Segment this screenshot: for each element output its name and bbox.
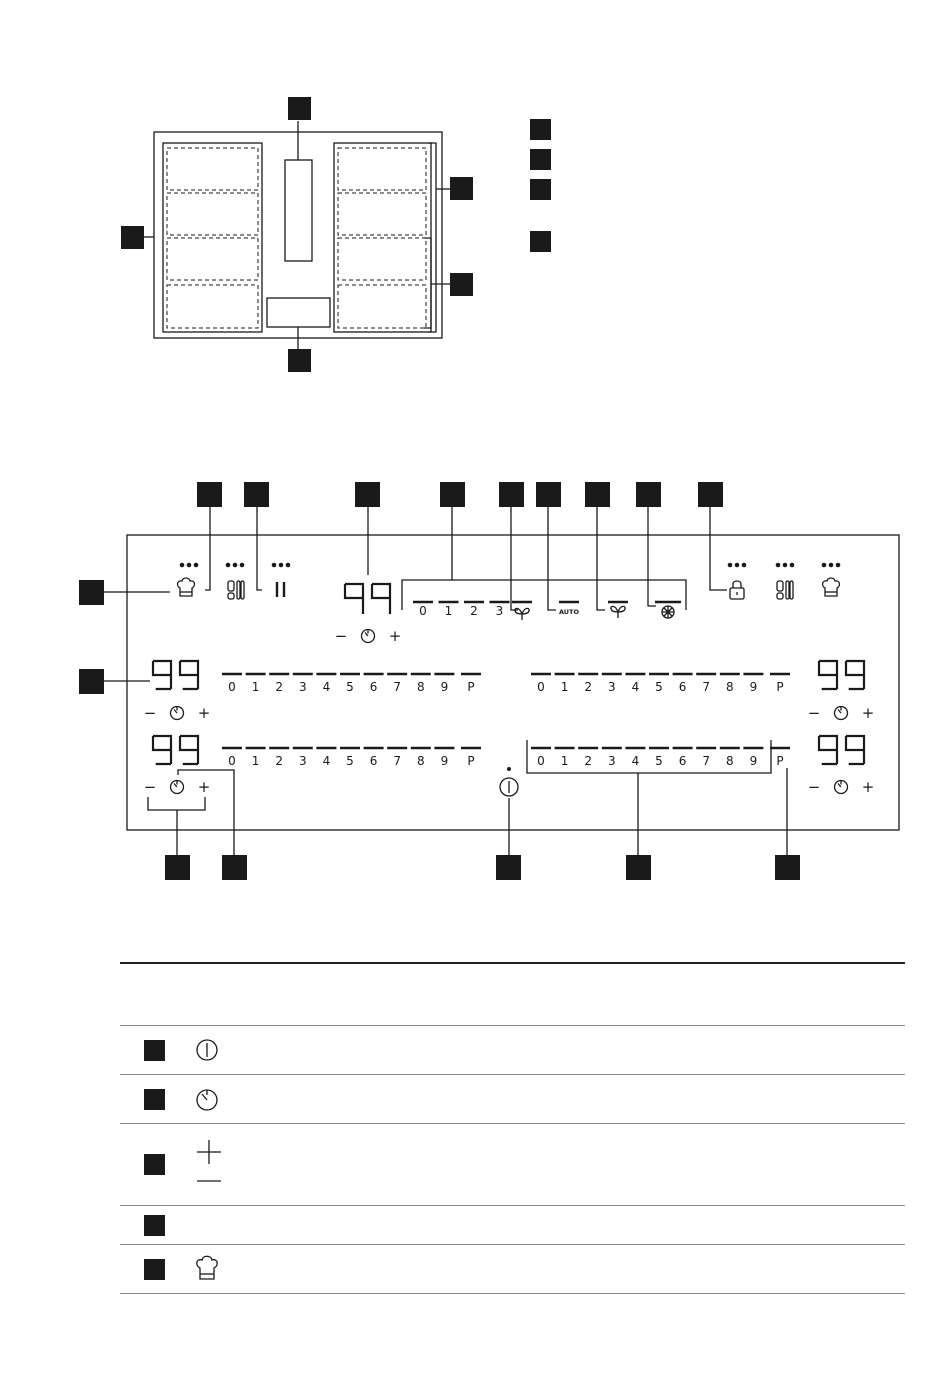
legend-marker — [530, 179, 551, 200]
callout-marker — [355, 482, 380, 507]
level-label[interactable]: 8 — [725, 680, 734, 694]
level-label[interactable]: 5 — [655, 680, 663, 694]
level-label[interactable]: 2 — [275, 680, 284, 694]
callout-marker — [626, 855, 651, 880]
zone-sequences — [222, 674, 790, 768]
level-label[interactable]: 8 — [416, 680, 425, 694]
callout-marker — [288, 97, 311, 120]
level-label[interactable]: 5 — [655, 754, 663, 768]
level-label[interactable]: 2 — [275, 754, 284, 768]
level-label[interactable]: 3 — [298, 680, 307, 694]
level-label[interactable]: 6 — [678, 680, 687, 694]
callout-marker — [121, 226, 144, 249]
level-label[interactable]: 0 — [228, 680, 236, 694]
zone-power-sequence[interactable] — [531, 748, 790, 768]
callout-marker — [585, 482, 610, 507]
light-icon[interactable] — [662, 606, 674, 618]
level-label[interactable]: 4 — [322, 680, 331, 694]
level-label[interactable]: 4 — [631, 680, 640, 694]
bridge-icon[interactable] — [777, 581, 793, 599]
level-label[interactable]: 0 — [537, 680, 545, 694]
level-label[interactable]: 7 — [702, 754, 711, 768]
callout-marker — [244, 482, 269, 507]
callout-marker — [536, 482, 561, 507]
zone-power-sequence[interactable] — [222, 674, 481, 694]
legend-marker — [530, 149, 551, 170]
level-label[interactable]: 7 — [702, 680, 711, 694]
table-row — [120, 1124, 905, 1206]
callout-marker — [775, 855, 800, 880]
callout-marker — [636, 482, 661, 507]
level-label[interactable]: P — [467, 754, 475, 768]
auto-label[interactable]: AUTO — [558, 608, 580, 616]
row-marker — [144, 1154, 165, 1175]
callout-marker — [450, 177, 473, 200]
chef-hat-icon[interactable] — [178, 578, 195, 596]
callout-marker — [450, 273, 473, 296]
callout-marker — [496, 855, 521, 880]
timer-minus[interactable]: − — [807, 704, 821, 722]
level-label[interactable]: 1 — [251, 754, 260, 768]
timer-icon[interactable] — [171, 707, 184, 720]
hood-level-label[interactable]: 0 — [419, 604, 427, 618]
legend-marker — [530, 231, 551, 252]
timer-icon[interactable] — [171, 781, 184, 794]
level-label[interactable]: 3 — [607, 680, 616, 694]
zone-power-sequence[interactable] — [222, 748, 481, 768]
table-row — [120, 1245, 905, 1294]
timer-plus[interactable]: + — [861, 778, 875, 796]
callout-marker — [440, 482, 465, 507]
pause-icon[interactable] — [277, 582, 284, 597]
timer-plus[interactable]: + — [861, 704, 875, 722]
power-icon — [194, 1036, 220, 1064]
zone-power-sequence[interactable] — [531, 674, 790, 694]
legend-marker — [530, 119, 551, 140]
hob2hood-sequence — [413, 602, 510, 618]
level-label[interactable]: 0 — [537, 754, 545, 768]
table-row — [120, 1075, 905, 1124]
level-label[interactable]: 8 — [416, 754, 425, 768]
timer-minus[interactable]: − — [143, 704, 157, 722]
row-marker — [144, 1089, 165, 1110]
hob-top-view — [121, 97, 473, 372]
level-label[interactable]: 3 — [607, 754, 616, 768]
bridge-icon[interactable] — [228, 581, 244, 599]
hood-timer-display — [345, 584, 390, 614]
level-label[interactable]: 8 — [725, 754, 734, 768]
row-marker — [144, 1259, 165, 1280]
hood-level-label[interactable]: 2 — [470, 604, 478, 618]
level-label[interactable]: 7 — [393, 754, 402, 768]
level-label[interactable]: 9 — [749, 754, 758, 768]
top-legend — [530, 119, 551, 252]
callout-marker — [79, 580, 104, 605]
level-label[interactable]: P — [467, 680, 475, 694]
chef-hat-icon — [194, 1254, 220, 1284]
level-label[interactable]: 4 — [631, 754, 640, 768]
level-label[interactable]: 0 — [228, 754, 236, 768]
level-label[interactable]: 6 — [369, 680, 378, 694]
level-label[interactable]: P — [776, 754, 784, 768]
timer-minus[interactable]: − — [143, 778, 157, 796]
timer-icon[interactable] — [835, 707, 848, 720]
callout-marker — [698, 482, 723, 507]
hood-level-label[interactable]: 1 — [444, 604, 453, 618]
callout-marker — [288, 349, 311, 372]
callout-marker — [222, 855, 247, 880]
level-label[interactable]: 1 — [560, 680, 569, 694]
chef-hat-icon[interactable] — [823, 578, 840, 596]
row-marker — [144, 1215, 165, 1236]
callout-marker — [197, 482, 222, 507]
timer-icon[interactable] — [835, 781, 848, 794]
table-header — [120, 962, 905, 1026]
table-row — [120, 1206, 905, 1245]
fan-icon[interactable] — [611, 606, 625, 618]
level-label[interactable]: 3 — [298, 754, 307, 768]
lock-icon[interactable] — [730, 581, 744, 599]
callout-marker — [79, 669, 104, 694]
level-label[interactable]: 2 — [584, 680, 593, 694]
timer-plus[interactable]: + — [388, 627, 402, 645]
level-label[interactable]: 4 — [322, 754, 331, 768]
row-marker — [144, 1040, 165, 1061]
power-icon[interactable] — [500, 767, 518, 796]
symbol-table — [120, 962, 905, 1294]
timer-minus[interactable]: − — [807, 778, 821, 796]
timer-icon[interactable] — [362, 630, 375, 643]
zone-display-99 — [153, 661, 198, 689]
level-label[interactable]: 6 — [369, 754, 378, 768]
table-row — [120, 1026, 905, 1075]
level-label[interactable]: 5 — [346, 754, 354, 768]
level-label[interactable]: 9 — [749, 680, 758, 694]
level-label[interactable]: 7 — [393, 680, 402, 694]
timer-plus[interactable]: + — [197, 704, 211, 722]
timer-minus[interactable]: − — [334, 627, 348, 645]
level-label[interactable]: P — [776, 680, 784, 694]
callout-marker — [499, 482, 524, 507]
level-label[interactable]: 6 — [678, 754, 687, 768]
level-label[interactable]: 9 — [440, 754, 449, 768]
level-label[interactable]: 2 — [584, 754, 593, 768]
level-label[interactable]: 5 — [346, 680, 354, 694]
hood-level-label[interactable]: 3 — [495, 604, 504, 618]
level-label[interactable]: 9 — [440, 680, 449, 694]
zone-display-99 — [819, 661, 864, 689]
zone-display-99 — [819, 736, 864, 764]
level-label[interactable]: 1 — [560, 754, 569, 768]
level-label[interactable]: 1 — [251, 680, 260, 694]
timer-icon — [194, 1085, 220, 1113]
callout-marker — [165, 855, 190, 880]
plus-minus-icon — [194, 1132, 224, 1192]
control-panel — [79, 482, 899, 880]
timer-plus[interactable]: + — [197, 778, 211, 796]
zone-display-99 — [153, 736, 198, 764]
